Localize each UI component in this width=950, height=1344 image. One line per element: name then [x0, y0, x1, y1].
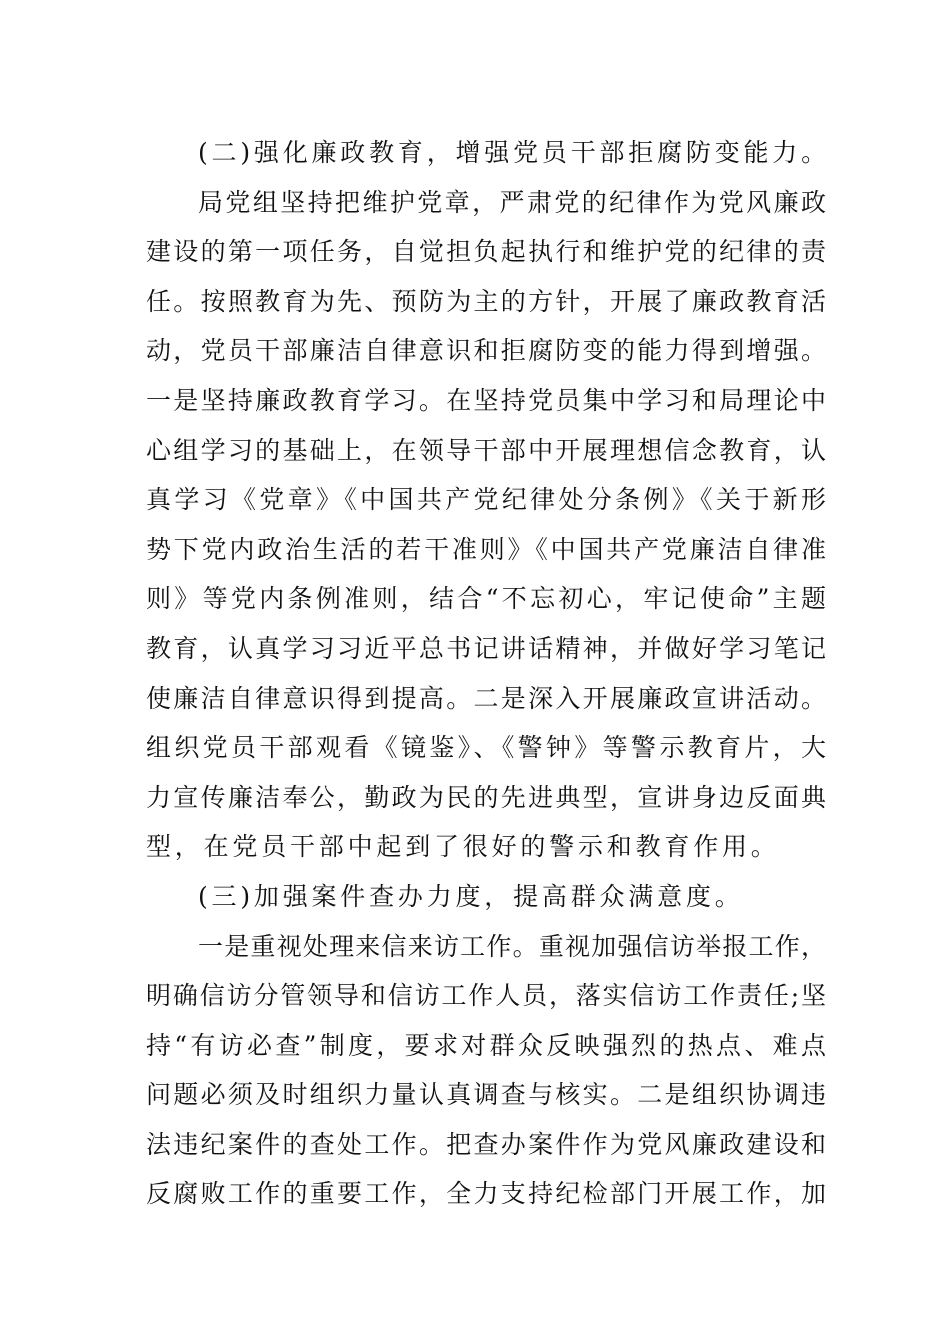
paragraph-line: 动，党员干部廉洁自律意识和拒腐防变的能力得到增强。	[146, 336, 826, 366]
paragraph-line: 教育，认真学习习近平总书记讲话精神，并做好学习笔记	[146, 633, 826, 663]
paragraph-line: 反腐败工作的重要工作，全力支持纪检部门开展工作，加	[146, 1179, 826, 1209]
paragraph-line: 势下党内政治生活的若干准则》《中国共产党廉洁自律准	[146, 534, 826, 564]
paragraph-line: 明确信访分管领导和信访工作人员，落实信访工作责任;坚	[146, 981, 826, 1011]
section-heading-2: (二)强化廉政教育，增强党员干部拒腐防变能力。	[198, 138, 830, 167]
paragraph-line: 型，在党员干部中起到了很好的警示和教育作用。	[146, 832, 780, 862]
paragraph-line: 局党组坚持把维护党章，严肃党的纪律作为党风廉政	[198, 187, 826, 217]
paragraph-line: 组织党员干部观看《镜鉴》、《警钟》等警示教育片，大	[146, 733, 826, 763]
section-heading-3: (三)加强案件查办力度，提高群众满意度。	[198, 881, 744, 911]
paragraph-line: 心组学习的基础上，在领导干部中开展理想信念教育，认	[146, 435, 826, 465]
paragraph-line: 法违纪案件的查处工作。把查办案件作为党风廉政建设和	[146, 1129, 826, 1159]
paragraph-line: 使廉洁自律意识得到提高。二是深入开展廉政宣讲活动。	[146, 683, 826, 713]
paragraph-line: 建设的第一项任务，自觉担负起执行和维护党的纪律的责	[146, 237, 826, 267]
document-body	[146, 128, 830, 1219]
paragraph-line: 一是坚持廉政教育学习。在坚持党员集中学习和局理论中	[146, 385, 826, 415]
paragraph-line: 力宣传廉洁奉公，勤政为民的先进典型，宣讲身边反面典	[146, 782, 826, 812]
paragraph-line: 一是重视处理来信来访工作。重视加强信访举报工作，	[198, 931, 826, 961]
paragraph-line: 任。按照教育为先、预防为主的方针，开展了廉政教育活	[146, 286, 826, 316]
paragraph-line: 问题必须及时组织力量认真调查与核实。二是组织协调违	[146, 1080, 826, 1110]
paragraph-line: 持“有访必查”制度，要求对群众反映强烈的热点、难点	[146, 1030, 826, 1060]
paragraph-line: 则》等党内条例准则，结合“不忘初心，牢记使命”主题	[146, 584, 826, 614]
paragraph-line: 真学习《党章》《中国共产党纪律处分条例》《关于新形	[146, 485, 826, 515]
